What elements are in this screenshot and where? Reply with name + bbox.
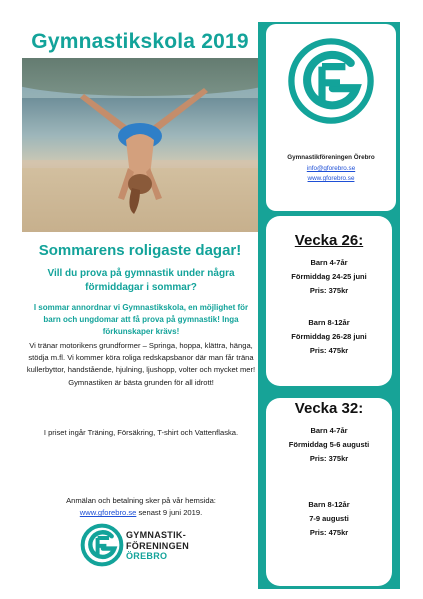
training-description: Vi tränar motorikens grundformer – Springa, hoppa, klättra, hänga, stödja m.fl. Vi kommer köra roliga redskapsbanor där man får träna kullerbyttor, handstående, hjulning, ljushopp, volter och mycket mer! Gymnastiken är bästa grunden för all idrott! [26,341,256,387]
logo-line-3: ÖREBRO [126,551,168,561]
session-price: Pris: 475kr [309,528,349,537]
age-group: Barn 4-7år [310,426,348,435]
flyer-main-column [22,0,258,599]
signup-suffix: senast 9 juni 2019. [136,508,203,518]
age-group: Barn 4-7år [310,258,348,267]
week-title: Vecka 26: [294,232,364,249]
info-sidebar [258,22,400,589]
week-title: Vecka 32: [294,400,364,417]
session-price: Pris: 375kr [309,454,349,463]
session-dates: Förmiddag 26-28 juni [291,332,367,341]
session-group [266,256,392,298]
website-link[interactable]: www.gforebro.se [307,175,355,182]
lead-paragraph: I sommar annordnar vi Gymnastikskola, en möjlighet för barn och ungdomar att få prova på gymnastik! Inga förkunskaper krävs! [33,303,249,336]
age-group: Barn 8-12år [308,318,350,327]
organization-card [266,24,396,211]
session-price: Pris: 475kr [309,346,349,355]
intro-question: Vill du prova på gymnastik under några förmiddagar i sommar? [47,268,235,293]
session-group [266,316,392,358]
week-card [266,398,392,586]
footer-logo-text [126,530,189,562]
week-card [266,216,392,386]
subheading: Sommarens roligaste dagar! [38,242,242,259]
signup-info [26,495,256,519]
organization-name: Gymnastikföreningen Örebro [287,154,375,161]
session-dates: Förmiddag 24-25 juni [291,272,367,281]
logo-line-1: GYMNASTIK- [126,530,186,540]
gf-logo-icon [286,36,376,126]
logo-line-2: FÖRENINGEN [126,540,190,551]
price-includes: I priset ingår Träning, Försäkring, T-shirt och Vattenflaska. [43,428,239,437]
session-dates: Förmiddag 5-6 augusti [288,440,370,449]
gf-logo-icon [80,523,124,567]
session-dates: 7-9 augusti [309,514,349,523]
session-price: Pris: 375kr [309,286,349,295]
handstand-photo [22,58,258,232]
email-link[interactable]: info@gforebro.se [306,165,356,172]
signup-prefix: Anmälan och betalning sker på vår hemsida: [66,496,216,505]
session-group [266,498,392,540]
footer-logo [80,523,220,573]
signup-link[interactable]: www.gforebro.se [79,508,137,518]
session-group [266,424,392,466]
page-title: Gymnastikskola 2019 [31,30,249,53]
age-group: Barn 8-12år [308,500,350,509]
